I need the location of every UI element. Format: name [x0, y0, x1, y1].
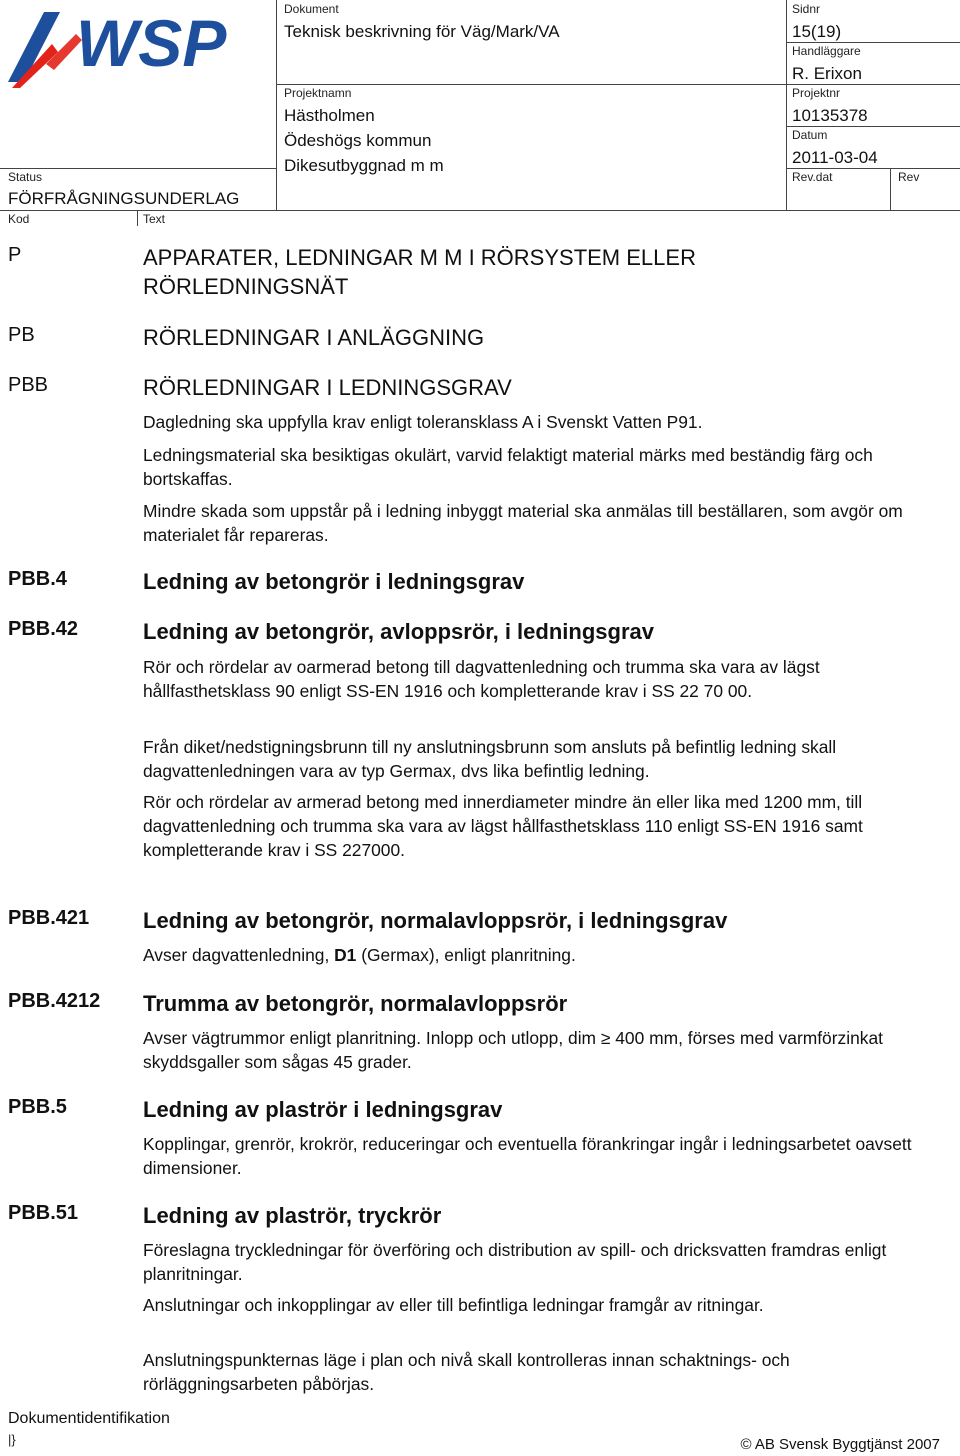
paragraph: Från diket/nedstigningsbrunn till ny anslutningsbrunn som ansluts på befintlig ledning skall dagvattenledningen vara av typ Germax, dvs lika befintlig ledning. [143, 737, 837, 781]
sidnr-value: 15(19) [792, 22, 842, 41]
section-code: PB [8, 324, 35, 346]
dokumentidentifikation-label: Dokumentidentifikation [8, 1410, 170, 1427]
copyright-text: © AB Svensk Byggtjänst 2007 [740, 1436, 940, 1453]
section-code: PBB.5 [8, 1096, 67, 1118]
datum-label: Datum [792, 128, 828, 142]
paragraph: Avser vägtrummor enligt planritning. Inlopp och utlopp, dim ≥ 400 mm, förses med varmförzinkat skyddsgaller som sågas 45 grader. [143, 1028, 883, 1072]
section-title: Ledning av plaströr i ledningsgrav [143, 1097, 503, 1122]
status-label: Status [8, 170, 43, 184]
section-title: Ledning av betongrör, normalavloppsrör, i ledningsgrav [143, 908, 728, 933]
text-label: Text [143, 212, 166, 226]
projektnr-label: Projektnr [792, 86, 841, 100]
section-title: Ledning av betongrör i ledningsgrav [143, 569, 525, 594]
section-code: PBB [8, 374, 49, 396]
section-title: RÖRLEDNINGAR I ANLÄGGNING [143, 325, 485, 350]
header-rule [786, 42, 960, 43]
projektnamn-label: Projektnamn [284, 86, 352, 100]
header-divider [276, 0, 277, 210]
paragraph: Kopplingar, grenrör, krokrör, reduceringar och eventuella förankringar ingår i ledningsarbetet oavsett dimensioner. [143, 1134, 912, 1178]
paragraph: Rör och rördelar av oarmerad betong till dagvattenledning och trumma ska vara av lägst hållfasthetsklass 90 enligt SS-EN 1916 och kompletterande krav i SS 22 70 00. [143, 657, 820, 701]
wsp-logo-text: WSP [76, 6, 227, 80]
paragraph-text: (Germax), enligt planritning. [361, 945, 576, 965]
wsp-logo [6, 4, 232, 90]
sidnr-label: Sidnr [792, 2, 821, 16]
header-rule [0, 168, 276, 169]
pipe-id: D1 [334, 945, 357, 965]
section-title: Trumma av betongrör, normalavloppsrör [143, 991, 568, 1016]
paragraph: Anslutningar och inkopplingar av eller till befintliga ledningar framgår av ritningar. [143, 1295, 764, 1315]
header-divider [137, 210, 138, 226]
section-code: PBB.4212 [8, 990, 101, 1012]
paragraph [143, 943, 943, 967]
dokument-value: Teknisk beskrivning för Väg/Mark/VA [284, 22, 560, 41]
section-code: PBB.421 [8, 907, 90, 929]
revdat-label: Rev.dat [792, 170, 833, 184]
paragraph-text: Avser dagvattenledning, [143, 945, 330, 965]
dokument-label: Dokument [284, 2, 339, 16]
section-code: PBB.51 [8, 1202, 79, 1224]
projektnr-value: 10135378 [792, 106, 868, 125]
paragraph: Dagledning ska uppfylla krav enligt toleransklass A i Svenskt Vatten P91. [143, 412, 703, 432]
section-title: Ledning av betongrör, avloppsrör, i ledningsgrav [143, 619, 654, 644]
section-title: Ledning av plaströr, tryckrör [143, 1203, 442, 1228]
wsp-logo-graphic [6, 4, 232, 90]
paragraph: Rör och rördelar av armerad betong med innerdiameter mindre än eller lika med 1200 mm, till dagvattenledning och trumma ska vara av lägst hållfasthetsklass 110 enligt SS-EN 1916 samt kompletterande krav i SS 227000. [143, 792, 863, 860]
header-rule [786, 126, 960, 127]
handlaggare-value: R. Erixon [792, 64, 862, 83]
section-title: APPARATER, LEDNINGAR M M I RÖRSYSTEM ELLER [143, 245, 696, 270]
projektnamn-line: Dikesutbyggnad m m [284, 156, 444, 175]
paragraph: Mindre skada som uppstår på i ledning inbyggt material ska anmälas till beställaren, som avgör om materialet får repareras. [143, 501, 903, 545]
header-rule [0, 210, 960, 211]
header-divider [786, 0, 787, 210]
header-rule [276, 84, 960, 85]
section-title: RÖRLEDNINGAR I LEDNINGSGRAV [143, 375, 512, 400]
section-title: RÖRLEDNINGSNÄT [143, 274, 349, 299]
handlaggare-label: Handläggare [792, 44, 861, 58]
header-divider [890, 168, 891, 210]
section-code: PBB.42 [8, 618, 79, 640]
projektnamn-line: Ödeshögs kommun [284, 131, 432, 150]
dokumentidentifikation-value: |} [8, 1432, 16, 1447]
paragraph: Anslutningspunkternas läge i plan och nivå skall kontrolleras innan schaktnings- och rörläggningsarbeten påbörjas. [143, 1350, 790, 1394]
paragraph: Föreslagna tryckledningar för överföring och distribution av spill- och dricksvatten framdras enligt planritningar. [143, 1240, 887, 1284]
kod-label: Kod [8, 212, 30, 226]
header-rule [786, 168, 960, 169]
rev-label: Rev [898, 170, 920, 184]
section-code: P [8, 244, 22, 266]
projektnamn-line: Hästholmen [284, 106, 375, 125]
paragraph: Ledningsmaterial ska besiktigas okulärt, varvid felaktigt material märks med beständig färg och bortskaffas. [143, 445, 873, 489]
datum-value: 2011-03-04 [792, 148, 878, 167]
status-value: FÖRFRÅGNINGSUNDERLAG [8, 189, 240, 208]
section-code: PBB.4 [8, 568, 67, 590]
